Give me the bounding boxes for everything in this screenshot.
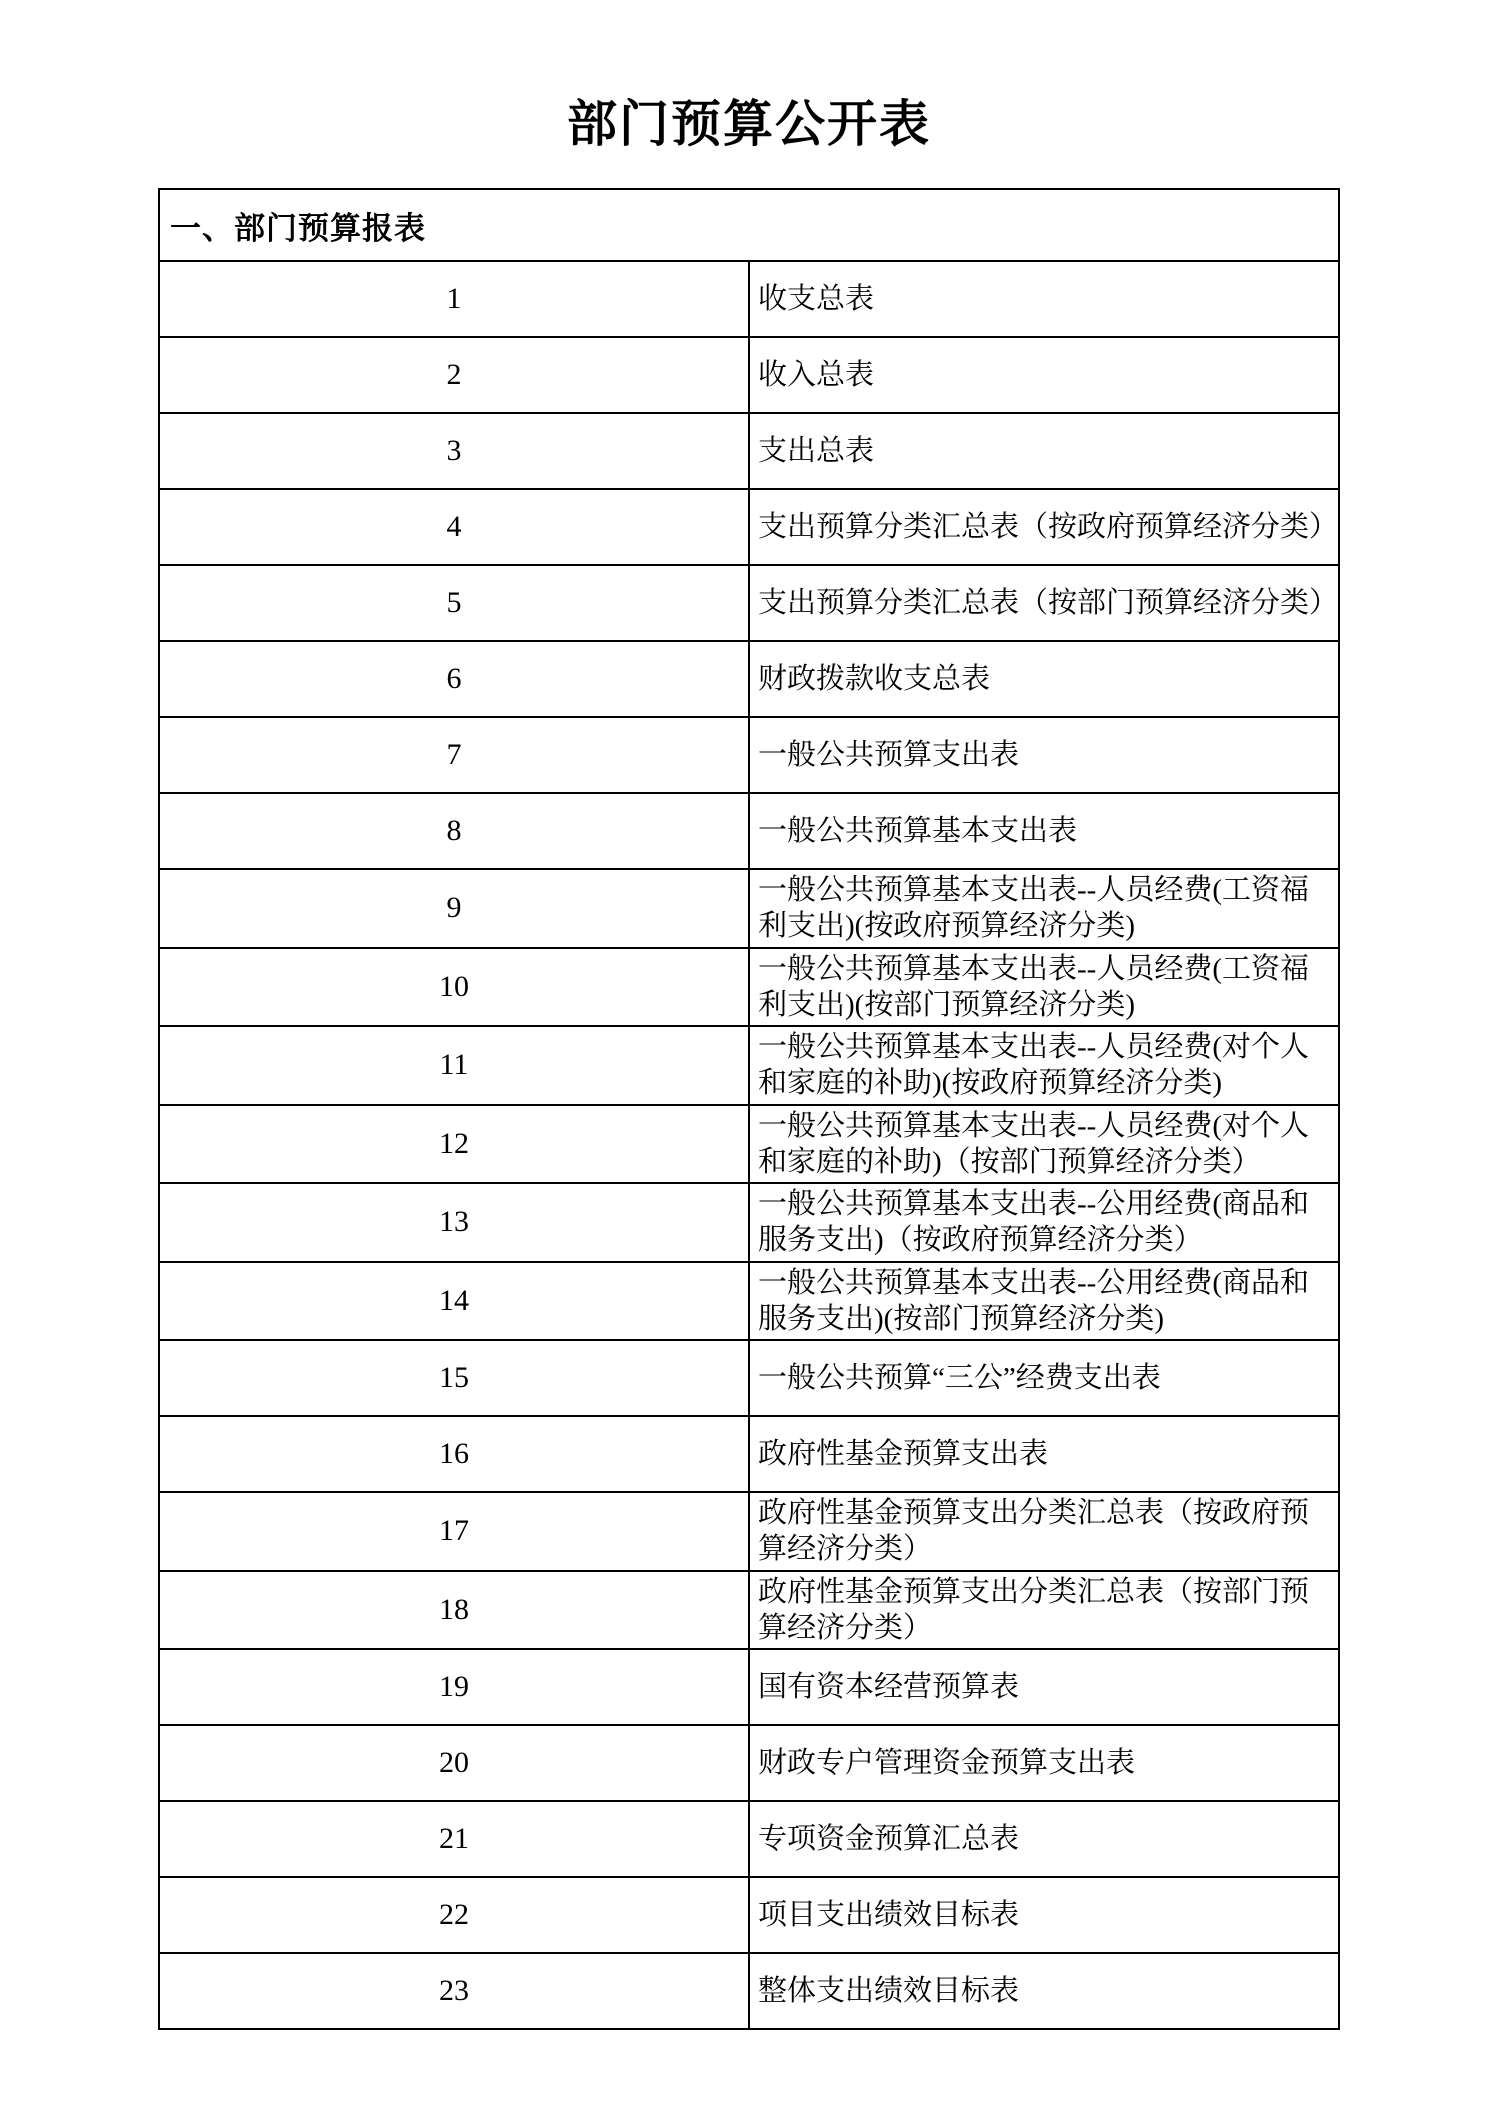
- table-row: [159, 1026, 1339, 1105]
- table-row: [159, 641, 1339, 717]
- row-label: 一般公共预算基本支出表--公用经费(商品和服务支出)（按政府预算经济分类）: [749, 1183, 1339, 1262]
- table-row: [159, 1801, 1339, 1877]
- row-number: 12: [159, 1105, 749, 1184]
- table-row: [159, 1105, 1339, 1184]
- row-number: 23: [159, 1953, 749, 2029]
- row-label: 政府性基金预算支出分类汇总表（按政府预算经济分类）: [749, 1492, 1339, 1571]
- row-label: 一般公共预算基本支出表--人员经费(工资福利支出)(按部门预算经济分类): [749, 948, 1339, 1027]
- row-number: 18: [159, 1571, 749, 1650]
- row-label: 政府性基金预算支出表: [749, 1416, 1339, 1492]
- table-row: [159, 717, 1339, 793]
- row-number: 19: [159, 1649, 749, 1725]
- row-label: 一般公共预算支出表: [749, 717, 1339, 793]
- section-header-row: [159, 189, 1339, 261]
- row-number: 14: [159, 1262, 749, 1341]
- table-row: [159, 1340, 1339, 1416]
- row-label: 一般公共预算基本支出表: [749, 793, 1339, 869]
- table-row: [159, 1877, 1339, 1953]
- row-label: 一般公共预算基本支出表--人员经费(工资福利支出)(按政府预算经济分类): [749, 869, 1339, 948]
- table-header: [159, 189, 1339, 261]
- table-row: [159, 1571, 1339, 1650]
- table-row: [159, 1725, 1339, 1801]
- table-row: [159, 489, 1339, 565]
- table-body: [159, 261, 1339, 2029]
- row-number: 7: [159, 717, 749, 793]
- table-row: [159, 869, 1339, 948]
- row-label: 专项资金预算汇总表: [749, 1801, 1339, 1877]
- row-number: 8: [159, 793, 749, 869]
- row-number: 1: [159, 261, 749, 337]
- row-number: 5: [159, 565, 749, 641]
- row-number: 4: [159, 489, 749, 565]
- table-row: [159, 261, 1339, 337]
- row-label: 支出预算分类汇总表（按政府预算经济分类）: [749, 489, 1339, 565]
- row-number: 10: [159, 948, 749, 1027]
- row-number: 20: [159, 1725, 749, 1801]
- table-row: [159, 337, 1339, 413]
- row-label: 整体支出绩效目标表: [749, 1953, 1339, 2029]
- row-label: 支出总表: [749, 413, 1339, 489]
- row-number: 13: [159, 1183, 749, 1262]
- table-row: [159, 1649, 1339, 1725]
- section-header: 一、部门预算报表: [159, 189, 1339, 261]
- budget-disclosure-table: [158, 188, 1340, 2030]
- row-label: 国有资本经营预算表: [749, 1649, 1339, 1725]
- table-row: [159, 793, 1339, 869]
- row-number: 11: [159, 1026, 749, 1105]
- row-number: 15: [159, 1340, 749, 1416]
- table-row: [159, 1492, 1339, 1571]
- row-number: 21: [159, 1801, 749, 1877]
- row-label: 一般公共预算基本支出表--人员经费(对个人和家庭的补助)(按政府预算经济分类): [749, 1026, 1339, 1105]
- table-row: [159, 1416, 1339, 1492]
- row-number: 16: [159, 1416, 749, 1492]
- table-row: [159, 948, 1339, 1027]
- row-label: 一般公共预算基本支出表--人员经费(对个人和家庭的补助)（按部门预算经济分类）: [749, 1105, 1339, 1184]
- table-row: [159, 1953, 1339, 2029]
- row-label: 收支总表: [749, 261, 1339, 337]
- table-row: [159, 565, 1339, 641]
- row-number: 17: [159, 1492, 749, 1571]
- table-row: [159, 1262, 1339, 1341]
- row-number: 6: [159, 641, 749, 717]
- row-number: 2: [159, 337, 749, 413]
- table-row: [159, 1183, 1339, 1262]
- row-number: 3: [159, 413, 749, 489]
- row-label: 收入总表: [749, 337, 1339, 413]
- row-label: 支出预算分类汇总表（按部门预算经济分类）: [749, 565, 1339, 641]
- table-row: [159, 413, 1339, 489]
- row-label: 财政拨款收支总表: [749, 641, 1339, 717]
- row-number: 9: [159, 869, 749, 948]
- row-label: 项目支出绩效目标表: [749, 1877, 1339, 1953]
- row-label: 政府性基金预算支出分类汇总表（按部门预算经济分类）: [749, 1571, 1339, 1650]
- page-title: 部门预算公开表: [567, 96, 931, 152]
- row-number: 22: [159, 1877, 749, 1953]
- row-label: 财政专户管理资金预算支出表: [749, 1725, 1339, 1801]
- row-label: 一般公共预算基本支出表--公用经费(商品和服务支出)(按部门预算经济分类): [749, 1262, 1339, 1341]
- row-label: 一般公共预算“三公”经费支出表: [749, 1340, 1339, 1416]
